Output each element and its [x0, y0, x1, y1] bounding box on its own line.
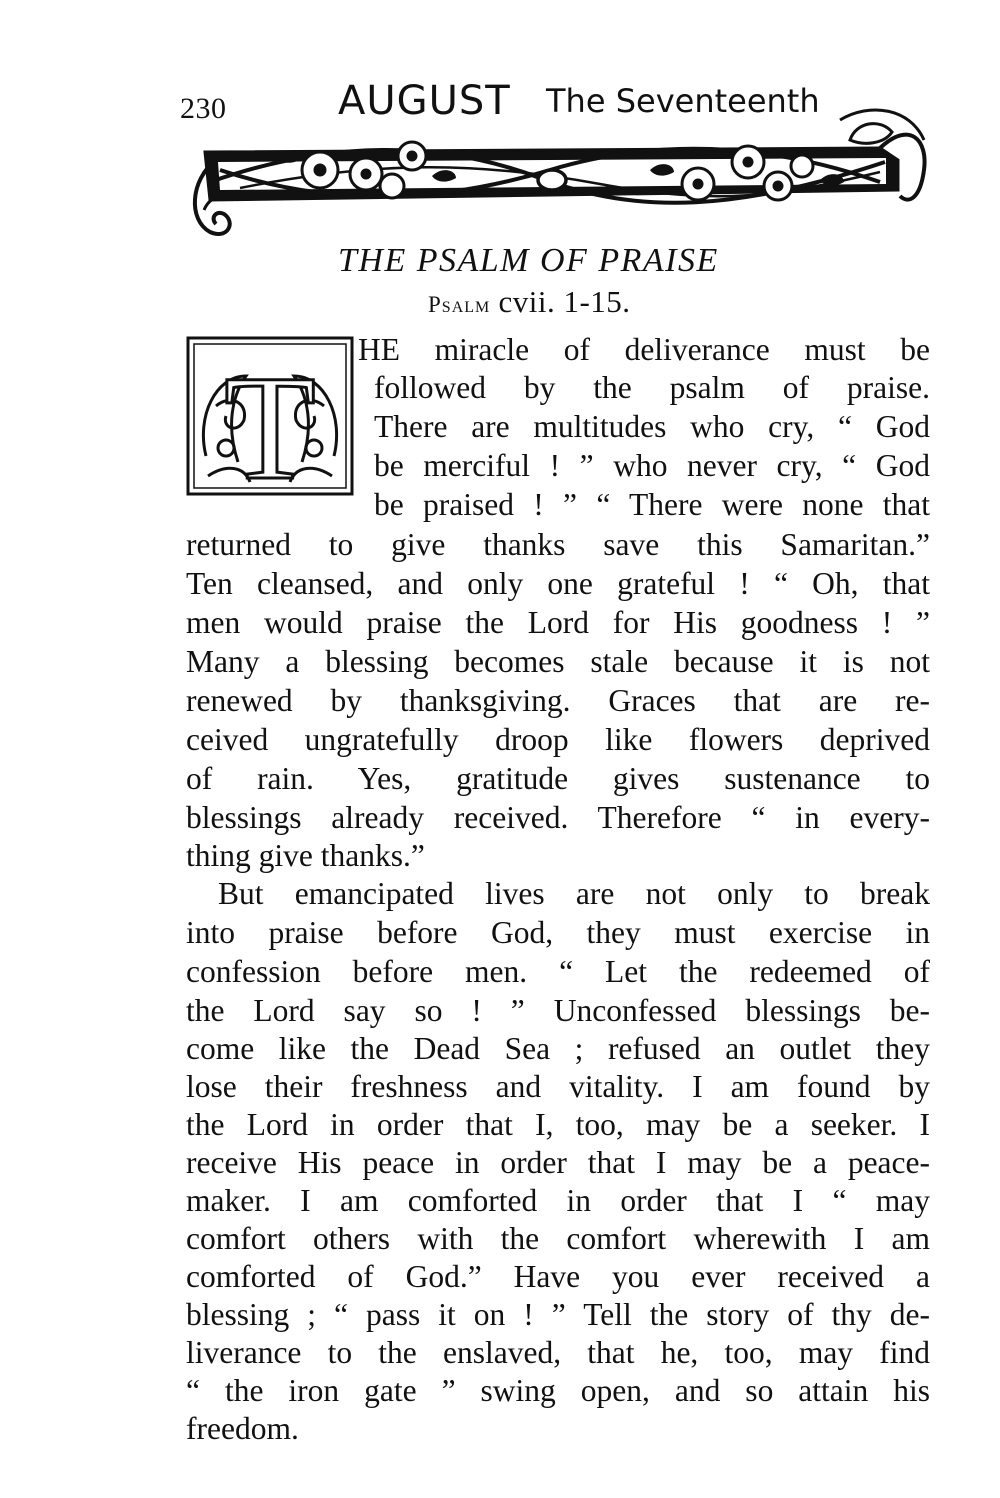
text-line: receive His peace in order that I may be a peace- — [186, 1145, 930, 1180]
text-line: Many a blessing becomes stale because it is not — [186, 644, 930, 679]
text-line: There are multitudes who cry, “ God — [374, 409, 930, 444]
drop-cap-initial — [186, 336, 354, 496]
reference-book: Psalm — [428, 292, 491, 317]
text-line: men would praise the Lord for His goodness ! ” — [186, 605, 930, 640]
text-line: ceived ungratefully droop like flowers deprived — [186, 722, 930, 757]
text-line: comfort others with the comfort wherewith I am — [186, 1221, 930, 1256]
page-number: 230 — [180, 92, 227, 125]
floral-banner-ornament-icon — [180, 100, 930, 246]
text-line: returned to give thanks save this Samaritan.” — [186, 527, 930, 562]
text-line: lose their freshness and vitality. I am found by — [186, 1069, 930, 1104]
text-line: be merciful ! ” who never cry, “ God — [374, 448, 930, 483]
reference-verses: cvii. 1-15. — [498, 284, 631, 319]
text-line: But emancipated lives are not only to break — [218, 876, 930, 911]
scripture-reference — [428, 284, 631, 320]
text-line: the Lord in order that I, too, may be a seeker. I — [186, 1107, 930, 1142]
text-line: HE miracle of deliverance must be — [358, 332, 930, 367]
text-line: of rain. Yes, gratitude gives sustenance to — [186, 761, 930, 796]
drop-cap-letter: T — [224, 345, 316, 496]
text-line: blessing ; “ pass it on ! ” Tell the story of thy de- — [186, 1297, 930, 1332]
text-line: Ten cleansed, and only one grateful ! “ Oh, that — [186, 566, 930, 601]
text-line: come like the Dead Sea ; refused an outlet they — [186, 1031, 930, 1066]
text-line: freedom. — [186, 1411, 299, 1446]
text-line: confession before men. “ Let the redeemed of — [186, 954, 930, 989]
text-line: into praise before God, they must exercise in — [186, 915, 930, 950]
header-day: The Seventeenth — [546, 82, 820, 120]
text-line: followed by the psalm of praise. — [374, 370, 930, 405]
text-line: liverance to the enslaved, that he, too, may find — [186, 1335, 930, 1370]
text-line: thing give thanks.” — [186, 838, 425, 873]
text-line: “ the iron gate ” swing open, and so attain his — [186, 1373, 930, 1408]
header-month: AUGUST — [338, 78, 511, 124]
text-line: blessings already received. Therefore “ in every- — [186, 800, 930, 835]
text-line: maker. I am comforted in order that I “ may — [186, 1183, 930, 1218]
text-line: the Lord say so ! ” Unconfessed blessings be- — [186, 993, 930, 1028]
chapter-title: THE PSALM OF PRAISE — [338, 242, 719, 279]
text-line: renewed by thanksgiving. Graces that are re- — [186, 683, 930, 718]
text-line: comforted of God.” Have you ever received a — [186, 1259, 930, 1294]
text-line: be praised ! ” “ There were none that — [374, 487, 930, 522]
